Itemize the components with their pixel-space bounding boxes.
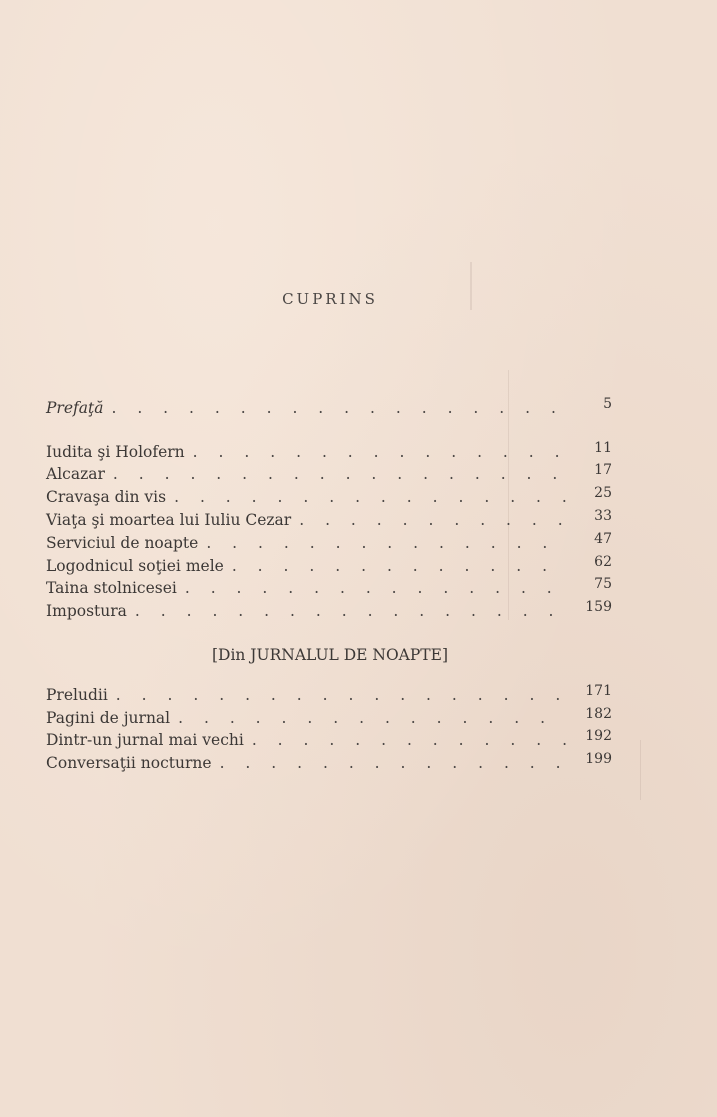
toc-entry (46, 486, 612, 508)
toc-entry-title: Viaţa şi moartea lui Iuliu Cezar (46, 511, 292, 529)
toc-entry-page: 33 (594, 508, 612, 524)
toc-entry (46, 555, 612, 577)
toc-entry-title: Iudita şi Holofern (46, 443, 185, 461)
toc-entry-title: Prefaţă (46, 399, 104, 417)
dot-leader (135, 600, 566, 622)
toc-entry (46, 509, 612, 531)
toc-entry (46, 463, 612, 485)
toc-entry-page: 5 (603, 396, 612, 412)
toc-entry (46, 441, 612, 463)
dot-leader (252, 729, 566, 751)
toc-entry-page: 171 (585, 683, 612, 699)
dot-leader (174, 486, 566, 508)
toc-entry-title: Alcazar (46, 465, 105, 483)
toc-entry-title: Preludii (46, 686, 108, 704)
toc-entry (46, 577, 612, 599)
toc-entry-page: 199 (585, 751, 612, 767)
toc-entry-title: Taina stolnicesei (46, 579, 177, 597)
toc-entry (46, 729, 612, 751)
toc-entry-page: 75 (594, 576, 612, 592)
toc-entry (46, 752, 612, 774)
toc-entry-page: 182 (585, 706, 612, 722)
dot-leader (220, 752, 566, 774)
dot-leader (193, 441, 566, 463)
bleed-through-mark (640, 740, 641, 800)
dot-leader (111, 397, 566, 419)
dot-leader (113, 463, 566, 485)
dot-leader (185, 577, 566, 599)
page-title: CUPRINS (282, 290, 378, 308)
toc-entry-title: Impostura (46, 602, 127, 620)
toc-entry-page: 192 (585, 728, 612, 744)
toc-entry-title: Logodnicul soţiei mele (46, 557, 224, 575)
dot-leader (178, 707, 566, 729)
dot-leader (116, 684, 566, 706)
toc-entry (46, 600, 612, 622)
dot-leader (206, 532, 566, 554)
toc-entry-page: 62 (594, 554, 612, 570)
toc-entry-page: 11 (594, 440, 612, 456)
toc-entry-title: Conversaţii nocturne (46, 754, 212, 772)
toc-entry (46, 684, 612, 706)
toc-entry-page: 17 (594, 462, 612, 478)
toc-entry-page: 159 (585, 599, 612, 615)
toc-entry (46, 397, 612, 419)
toc-entry (46, 532, 612, 554)
toc-entry-page: 25 (594, 485, 612, 501)
toc-entry-page: 47 (594, 531, 612, 547)
dot-leader (299, 509, 566, 531)
toc-entry (46, 707, 612, 729)
section-heading: [Din JURNALUL DE NOAPTE] (211, 646, 449, 664)
toc-entry-title: Serviciul de noapte (46, 534, 199, 552)
toc-entry-title: Pagini de jurnal (46, 709, 171, 727)
dot-leader (232, 555, 566, 577)
toc-entry-title: Dintr-un jurnal mai vechi (46, 731, 244, 749)
toc-entry-title: Cravaşa din vis (46, 488, 167, 506)
